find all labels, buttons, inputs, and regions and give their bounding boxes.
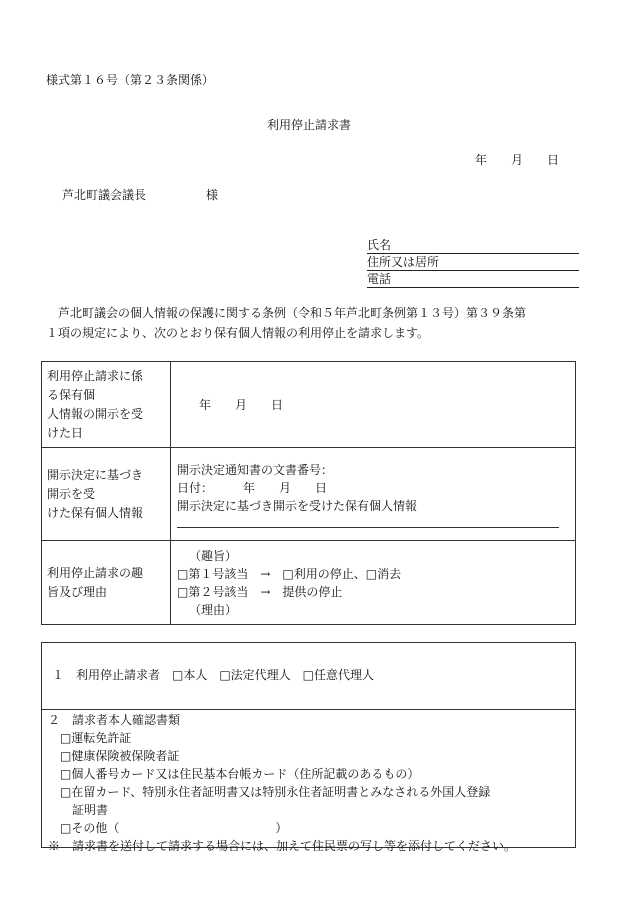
table-row-disclosure-date: [42, 362, 576, 448]
applicant-name-label: 氏名: [367, 238, 392, 252]
disclosed-info-input-line[interactable]: [177, 515, 559, 528]
table-row-disclosed-info: [42, 448, 576, 541]
date-label: 日付： 年 月 日: [177, 480, 328, 495]
request-table: [41, 361, 576, 625]
document-number-label: 開示決定通知書の文書番号：: [177, 462, 334, 477]
label-line: けた保有個人情報: [47, 505, 144, 520]
label-line: けた日: [47, 425, 84, 440]
label-line: 旨及び理由: [47, 584, 108, 599]
label-line: 開示決定に基づき: [47, 467, 144, 482]
requester-type-line[interactable]: １ 利用停止請求者 □本人 □法定代理人 □任意代理人: [52, 668, 375, 682]
divider: [42, 709, 575, 710]
reason-heading: （理由）: [189, 602, 238, 617]
label-line: 開示を受: [47, 486, 96, 501]
note: ※ 請求書を送付して請求する場合には、加えて住民票の写し等を添付してください。: [48, 839, 517, 853]
disclosed-info-label: 開示決定に基づき開示を受けた保有個人情報: [177, 498, 418, 513]
form-number: 様式第１６号（第２３条関係）: [46, 73, 215, 87]
item2-checkbox-line[interactable]: □第２号該当 → 提供の停止: [177, 584, 343, 599]
applicant-name-field[interactable]: [367, 238, 579, 254]
disclosure-date-value: 年 月 日: [199, 397, 284, 412]
item1-checkbox-line[interactable]: □第１号該当 → □利用の停止、□消去: [177, 566, 402, 581]
addressee: 芦北町議会議長 様: [62, 188, 219, 202]
purpose-reason-field[interactable]: [171, 541, 576, 625]
label-line: 利用停止請求に係: [47, 368, 144, 383]
intro-line-1: 芦北町議会の個人情報の保護に関する条例（令和５年芦北町条例第１３号）第３９条第: [46, 306, 527, 320]
id-documents-section: [48, 711, 516, 855]
id-doc-item[interactable]: □在留カード、特別永住者証明書又は特別永住者証明書とみなされる外国人登録: [60, 785, 491, 799]
label-purpose-reason: [42, 541, 171, 625]
intro-line-2: １項の規定により、次のとおり保有個人情報の利用停止を請求します。: [46, 326, 430, 340]
label-line: 利用停止請求の趣: [47, 565, 144, 580]
id-doc-item[interactable]: □健康保険被保険者証: [60, 749, 180, 763]
requester-box: [41, 642, 576, 853]
label-disclosure-date: [42, 362, 171, 448]
applicant-address-label: 住所又は居所: [367, 255, 440, 269]
id-doc-item-continued: 証明書: [60, 803, 109, 817]
applicant-address-field[interactable]: [367, 255, 579, 271]
applicant-phone-field[interactable]: [367, 272, 579, 288]
disclosed-info-field[interactable]: [171, 448, 576, 541]
date-line: 年 月 日: [475, 153, 560, 167]
page-title: 利用停止請求書: [267, 118, 352, 132]
label-disclosed-info: [42, 448, 171, 541]
id-doc-item[interactable]: □その他（ ）: [60, 821, 288, 835]
disclosure-date-field[interactable]: [171, 362, 576, 448]
label-line: る保有個: [47, 387, 96, 402]
id-doc-item[interactable]: □運転免許証: [60, 731, 132, 745]
purpose-heading: （趣旨）: [189, 548, 238, 563]
table-row-purpose-reason: [42, 541, 576, 625]
applicant-phone-label: 電話: [367, 272, 392, 286]
id-documents-heading: ２ 請求者本人確認書類: [48, 713, 181, 727]
intro-text: [46, 303, 581, 343]
id-doc-item[interactable]: □個人番号カード又は住民基本台帳カード（住所記載のあるもの）: [60, 767, 420, 781]
applicant-block: [367, 238, 579, 289]
label-line: 人情報の開示を受: [47, 406, 144, 421]
